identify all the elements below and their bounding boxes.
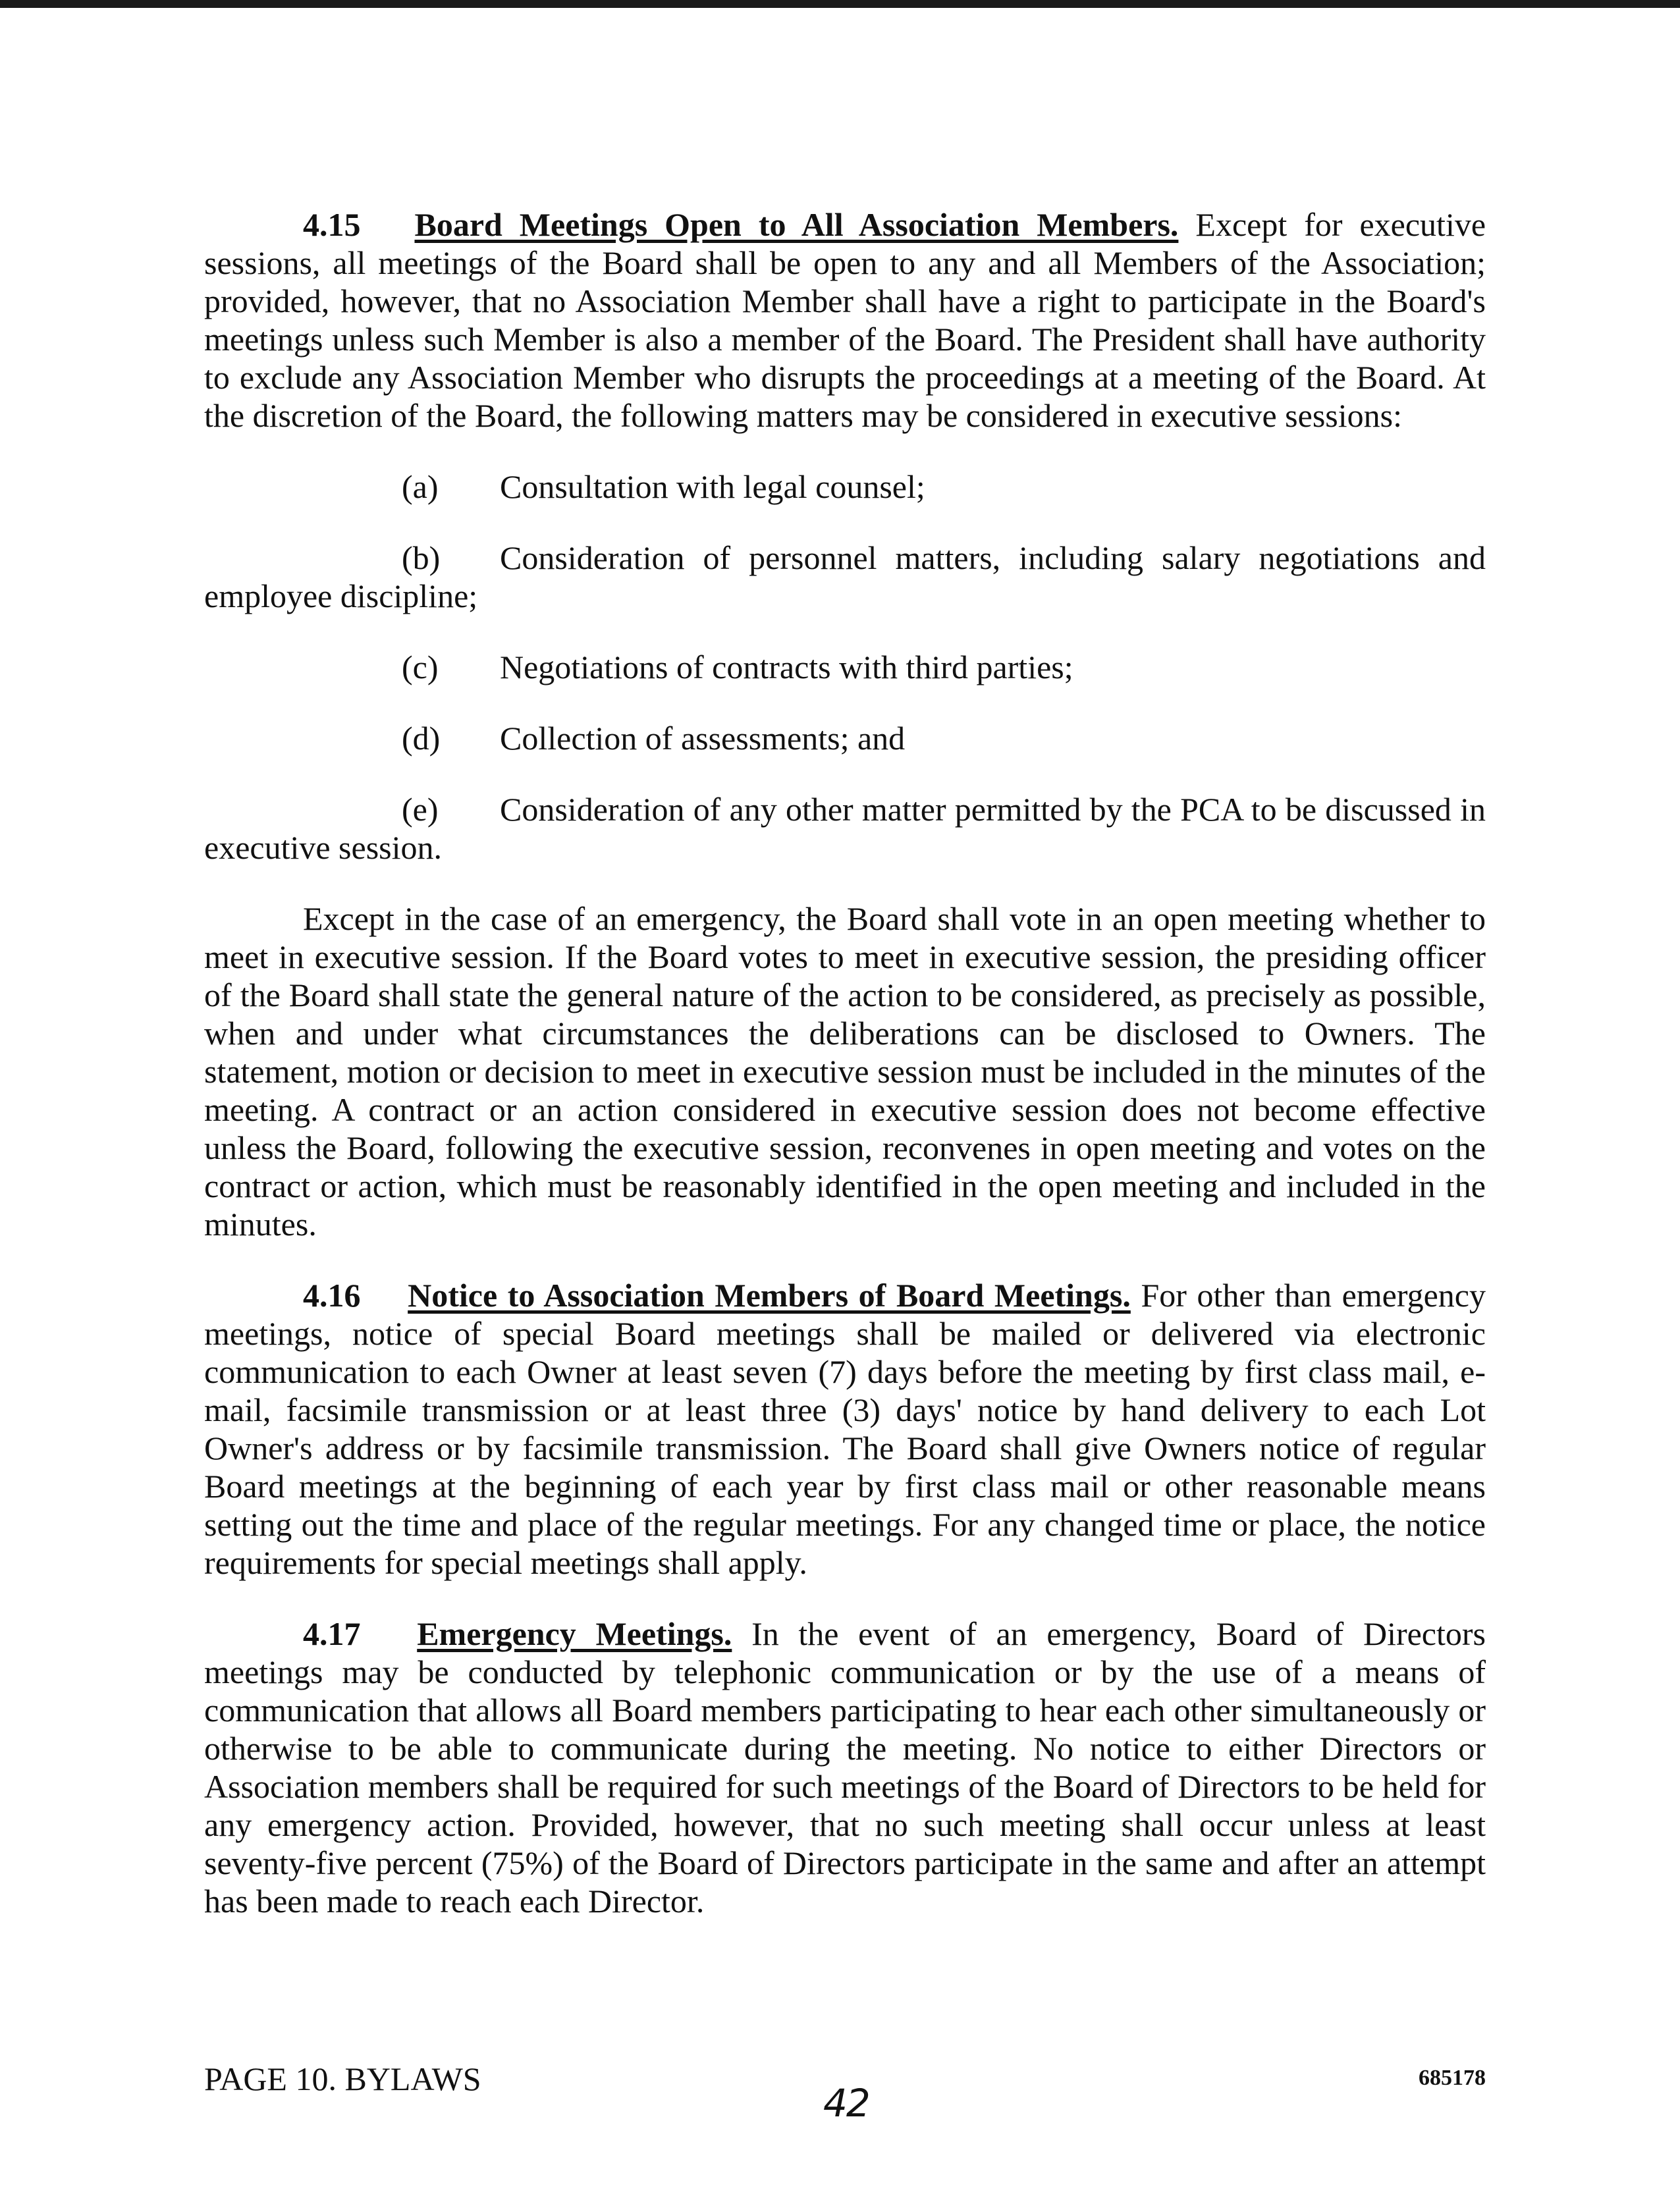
section-4-15 [204,205,1486,435]
footer-page-label: PAGE 10. BYLAWS [204,2060,481,2097]
list-item [204,719,1486,757]
section-title: Board Meetings Open to All Association Members. [414,206,1179,243]
handwritten-page-number: 42 [823,2081,869,2126]
list-item [204,790,1486,867]
executive-session-paragraph: Except in the case of an emergency, the Board shall vote in an open meeting whether to meet in executive session. If the Board votes to meet in executive session, the presiding officer of the Board shall state the general nature of the action to be considered, as precisely as possible, when and under what circumstances the deliberations can be disclosed to Owners. The statement, motion or decision to meet in executive session must be included in the minutes of the meeting. A contract or an action considered in executive session does not become effective unless the Board, following the executive session, reconvenes in open meeting and votes on the contract or action, which must be reasonably identified in the open meeting and included in the minutes. [204,900,1486,1243]
list-item-letter: (b) [402,539,441,576]
section-4-16 [204,1276,1486,1582]
scan-top-edge [0,0,1680,8]
list-item-text: Consideration of any other matter permitted by the PCA to be discussed in executive session. [204,791,1486,866]
section-title: Emergency Meetings. [417,1615,732,1652]
list-item-letter: (d) [402,720,441,757]
document-page [204,205,1486,1920]
list-item [204,539,1486,615]
footer-doc-number: 685178 [1419,2066,1486,2090]
list-item-text: Consultation with legal counsel; [500,468,925,505]
list-item [204,648,1486,686]
list-item-text: Negotiations of contracts with third parties; [500,649,1073,685]
section-body: For other than emergency meetings, notice of special Board meetings shall be mailed or delivered via electronic communication to each Owner at least seven (7) days before the meeting by first class mail, e-mail, facsimile transmission or at least three (3) days' notice by hand delivery to each Lot Owner's address or by facsimile transmission. The Board shall give Owners notice of regular Board meetings at the beginning of each year by first class mail or other reasonable means setting out the time and place of the regular meetings. For any changed time or place, the notice requirements for special meetings shall apply. [204,1277,1486,1581]
section-body: Except for executive sessions, all meetings of the Board shall be open to any and all Members of the Association; provided, however, that no Association Member shall have a right to participate in the Board's meetings unless such Member is also a member of the Board. The President shall have authority to exclude any Association Member who disrupts the proceedings at a meeting of the Board. At the discretion of the Board, the following matters may be considered in executive sessions: [204,206,1486,434]
list-item-text: Collection of assessments; and [500,720,906,757]
list-item-letter: (a) [402,468,439,505]
section-body: In the event of an emergency, Board of Directors meetings may be conducted by telephonic communication or by the use of a means of communication that allows all Board members participating to hear each other simultaneously or otherwise to be able to communicate during the meeting. No notice to either Directors or Association members shall be required for such meetings of the Board of Directors to be held for any emergency action. Provided, however, that no such meeting shall occur unless at least seventy-five percent (75%) of the Board of Directors participate in the same and after an attempt has been made to reach each Director. [204,1615,1486,1919]
section-title: Notice to Association Members of Board Meetings. [408,1277,1131,1314]
list-item-text: Consideration of personnel matters, including salary negotiations and employee discipline; [204,539,1486,614]
list-item [204,468,1486,506]
list-item-letter: (c) [402,649,439,685]
list-item-letter: (e) [402,791,439,828]
section-number: 4.16 [303,1277,361,1314]
section-number: 4.15 [303,206,361,243]
section-4-17 [204,1615,1486,1920]
section-number: 4.17 [303,1615,361,1652]
